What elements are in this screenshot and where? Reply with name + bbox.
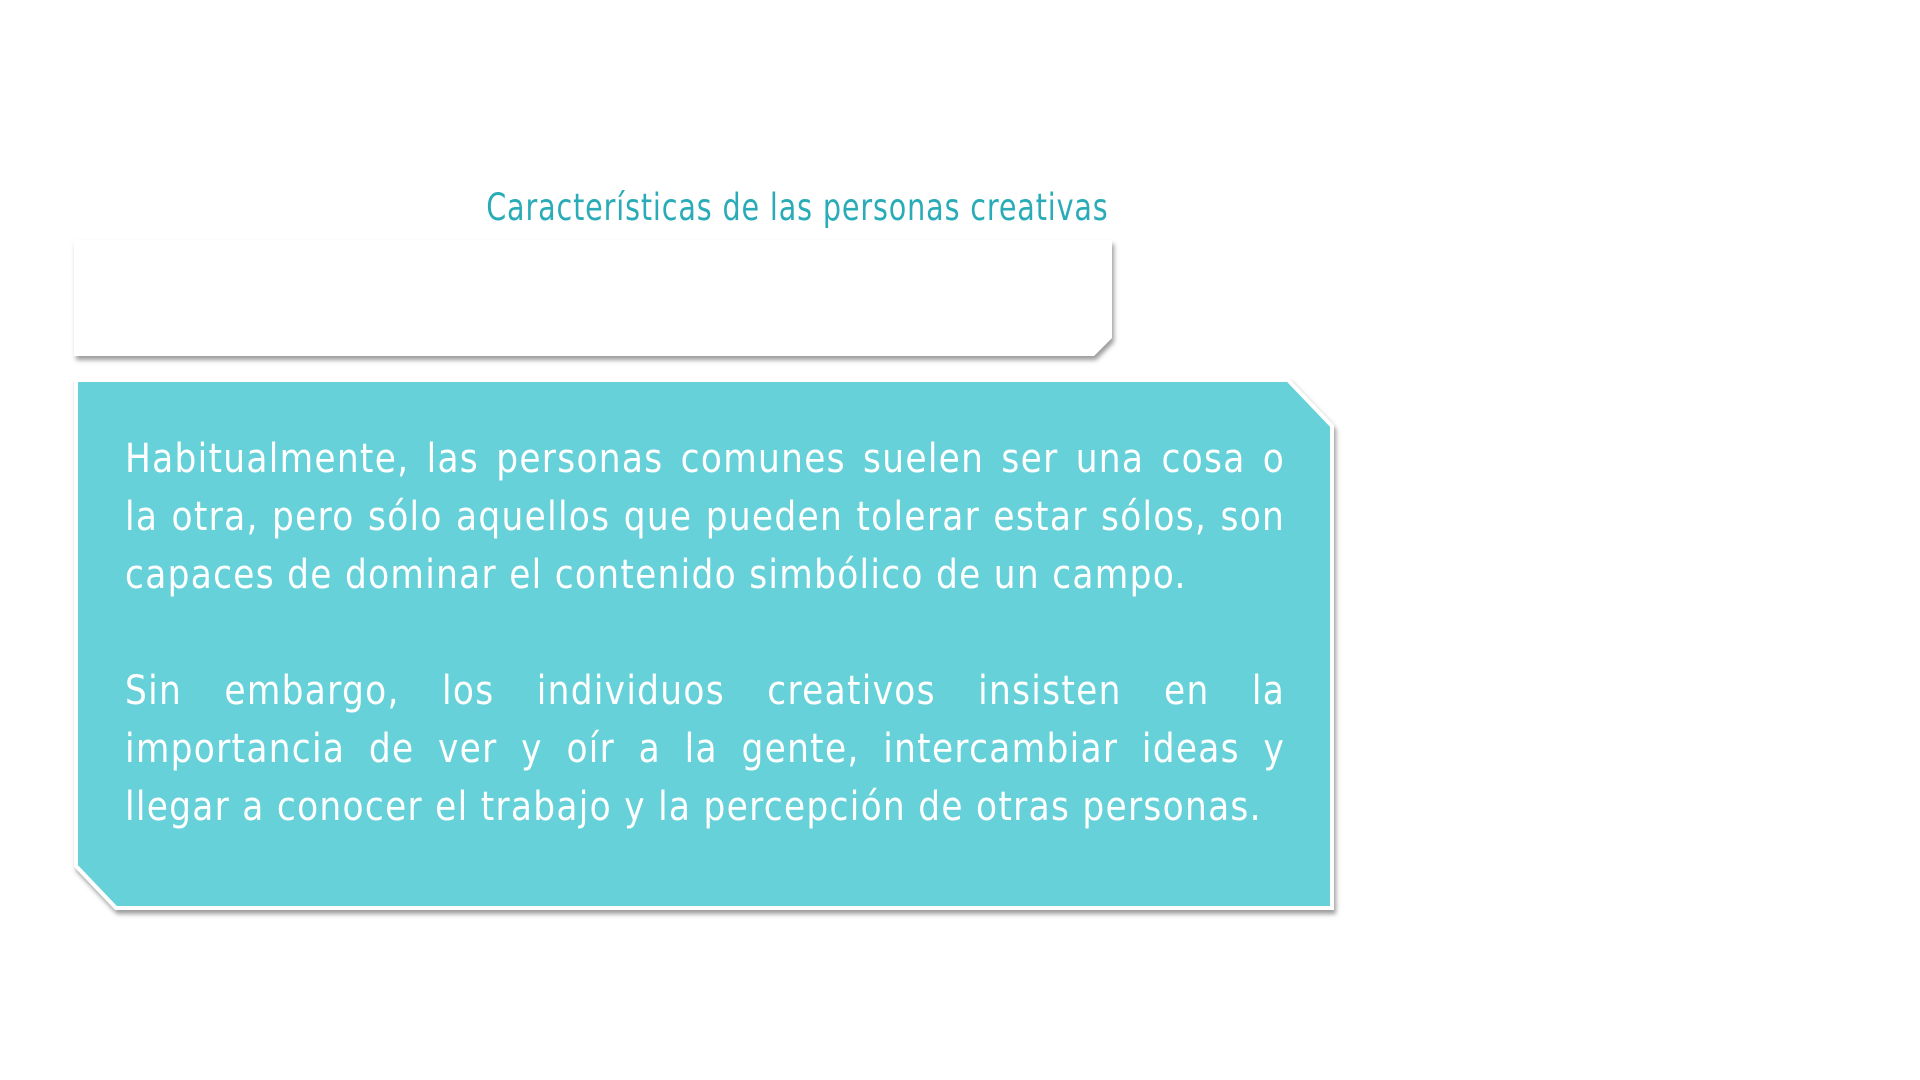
paragraph-1: Habitualmente, las personas comunes suelen ser una cosa o la otra, pero sólo aquellos que pueden tolerar estar sólos, son capaces de dominar el contenido simbólico de un campo. (125, 436, 1286, 598)
slide-title: Características de las personas creativas (486, 186, 1109, 229)
title-banner (74, 240, 1112, 356)
paragraph-2: Sin embargo, los individuos creativos insisten en la importancia de ver y oír a la gente, intercambiar ideas y llegar a conocer el trabajo y la percepción de otras personas. (125, 668, 1286, 830)
content-text (125, 430, 1285, 894)
